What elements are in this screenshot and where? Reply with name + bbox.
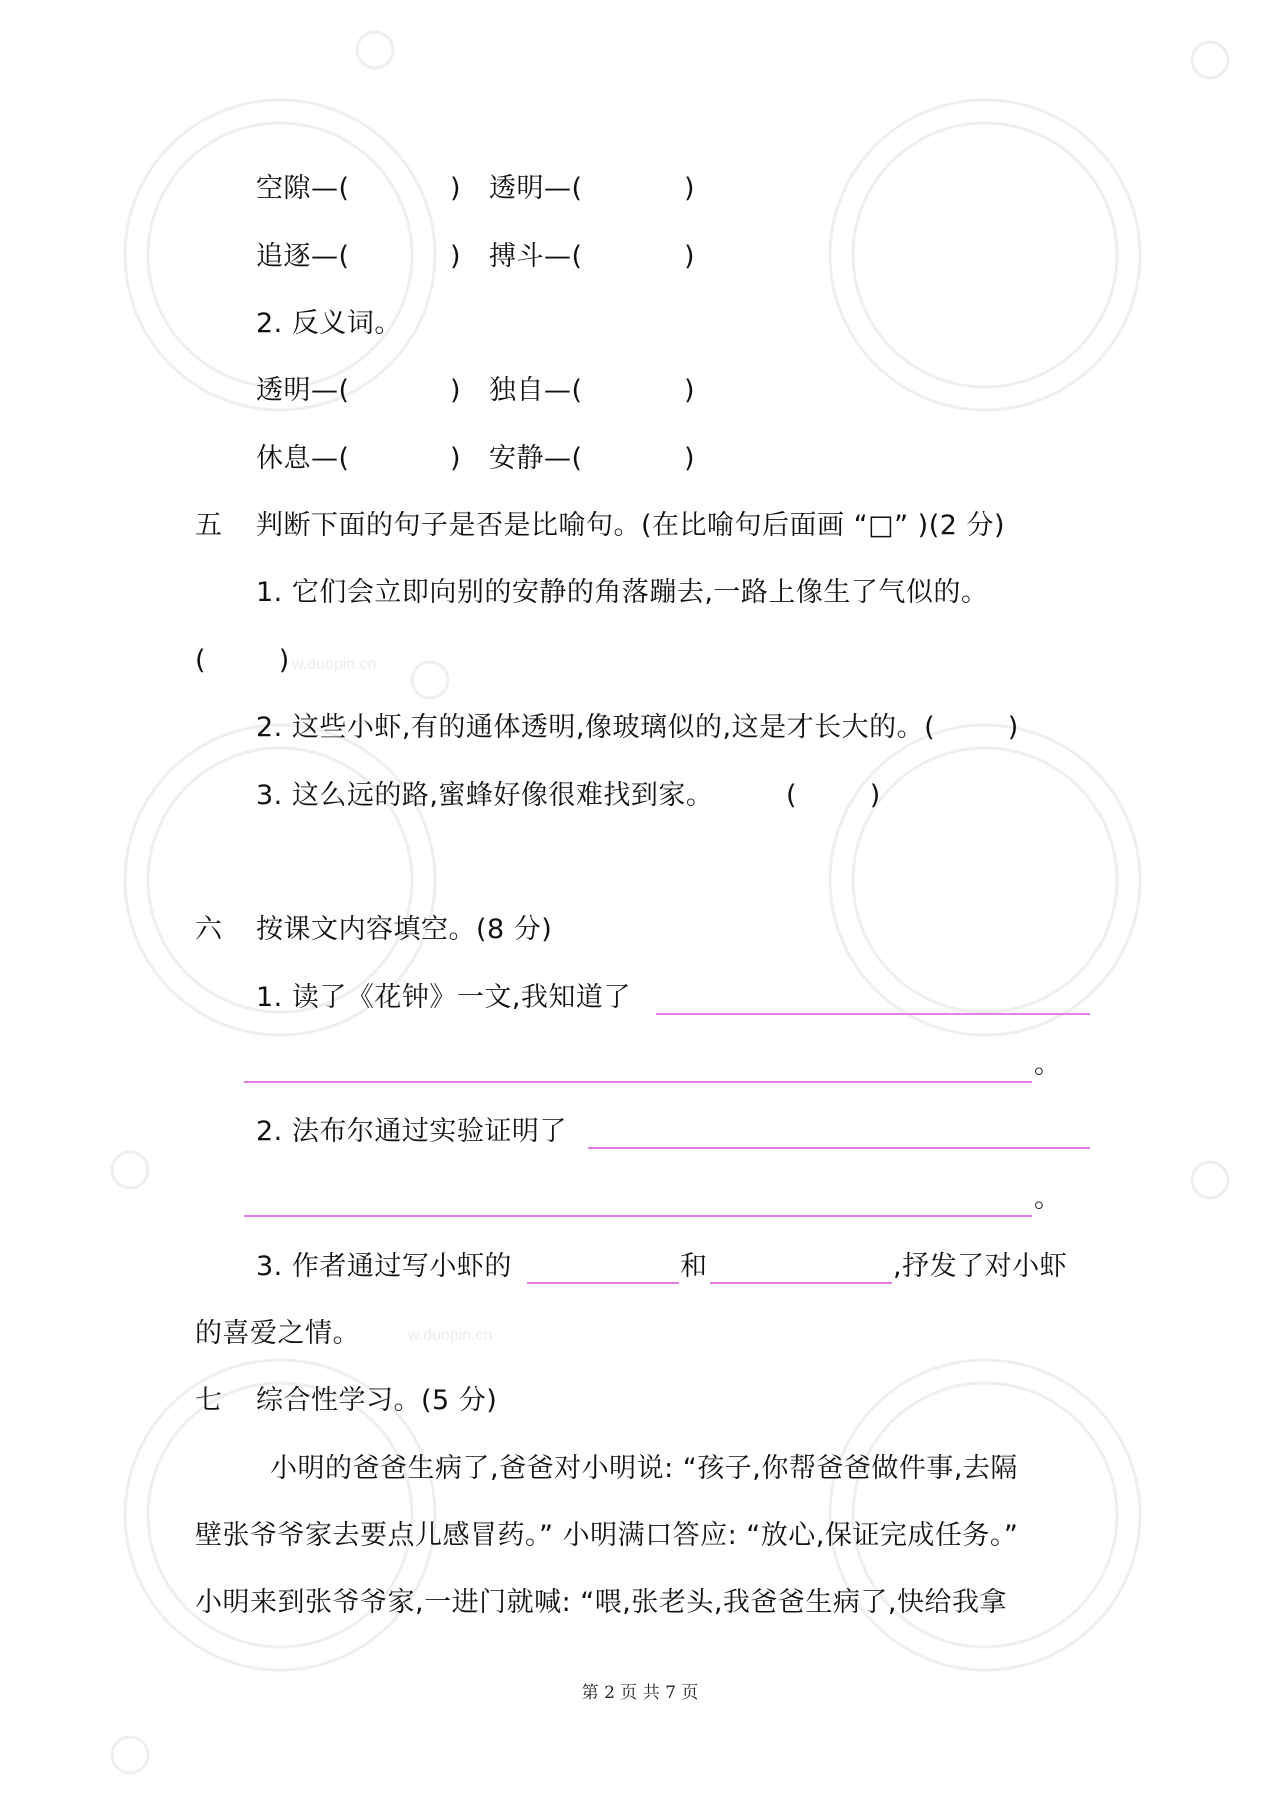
fill-item: 1. 读了《花钟》一文,我知道了 bbox=[256, 982, 631, 1013]
answer-paren-close: ) bbox=[684, 241, 696, 272]
period-mark: 。 bbox=[1034, 1049, 1062, 1080]
question-item: 1. 它们会立即向别的安静的角落蹦去,一路上像生了气似的。 bbox=[256, 577, 989, 608]
answer-paren-close: ) bbox=[684, 375, 696, 406]
watermark-url: w.duopin.cn bbox=[408, 1327, 493, 1344]
watermark-url: w.duopin.cn bbox=[292, 656, 377, 673]
antonym-item: 安静—( bbox=[489, 443, 583, 474]
answer-paren: ( ) bbox=[195, 645, 290, 676]
answer-paren: ( ) bbox=[786, 780, 881, 811]
answer-paren-close: ) bbox=[450, 375, 462, 406]
answer-paren-close: ) bbox=[450, 173, 462, 204]
synonym-item: 搏斗—( bbox=[489, 241, 583, 272]
answer-paren-close: ) bbox=[684, 443, 696, 474]
antonym-item: 独自—( bbox=[489, 375, 583, 406]
section-title: 按课文内容填空。(8 分) bbox=[256, 914, 553, 945]
passage-line: 壁张爷爷家去要点儿感冒药。” 小明满口答应: “放心,保证完成任务。” bbox=[195, 1520, 1019, 1551]
answer-paren-close: ) bbox=[450, 443, 462, 474]
fill-blank-line[interactable] bbox=[710, 1282, 892, 1284]
fill-connector: 和 bbox=[680, 1251, 708, 1282]
fill-item-continuation: 的喜爱之情。 bbox=[195, 1318, 360, 1349]
section-number: 七 bbox=[195, 1385, 223, 1416]
fill-item-continuation: ,抒发了对小虾 bbox=[893, 1251, 1068, 1282]
answer-paren-close: ) bbox=[684, 173, 696, 204]
question-item: 2. 这些小虾,有的通体透明,像玻璃似的,这是才长大的。( ) bbox=[256, 712, 1019, 743]
passage-line: 小明来到张爷爷家,一进门就喊: “喂,张老头,我爸爸生病了,快给我拿 bbox=[195, 1587, 1007, 1618]
fill-blank-line[interactable] bbox=[244, 1081, 1032, 1083]
synonym-item: 透明—( bbox=[489, 173, 583, 204]
section-title: 判断下面的句子是否是比喻句。(在比喻句后面画 “□” )(2 分) bbox=[256, 510, 1006, 541]
passage-line: 小明的爸爸生病了,爸爸对小明说: “孩子,你帮爸爸做件事,去隔 bbox=[270, 1453, 1018, 1484]
antonyms-heading: 2. 反义词。 bbox=[256, 308, 402, 339]
question-item: 3. 这么远的路,蜜蜂好像很难找到家。 bbox=[256, 780, 714, 811]
section-title: 综合性学习。(5 分) bbox=[256, 1385, 498, 1416]
fill-blank-line[interactable] bbox=[588, 1147, 1090, 1149]
page-footer: 第 2 页 共 7 页 bbox=[581, 1683, 699, 1703]
synonym-item: 空隙—( bbox=[256, 173, 350, 204]
period-mark: 。 bbox=[1034, 1183, 1062, 1214]
antonym-item: 透明—( bbox=[256, 375, 350, 406]
section-number: 五 bbox=[195, 510, 223, 541]
fill-item: 2. 法布尔通过实验证明了 bbox=[256, 1116, 567, 1147]
answer-paren-close: ) bbox=[450, 241, 462, 272]
fill-blank-line[interactable] bbox=[244, 1215, 1032, 1217]
synonym-item: 追逐—( bbox=[256, 241, 350, 272]
fill-item: 3. 作者通过写小虾的 bbox=[256, 1251, 512, 1282]
fill-blank-line[interactable] bbox=[656, 1013, 1090, 1015]
section-number: 六 bbox=[195, 914, 223, 945]
antonym-item: 休息—( bbox=[256, 443, 350, 474]
fill-blank-line[interactable] bbox=[527, 1282, 679, 1284]
